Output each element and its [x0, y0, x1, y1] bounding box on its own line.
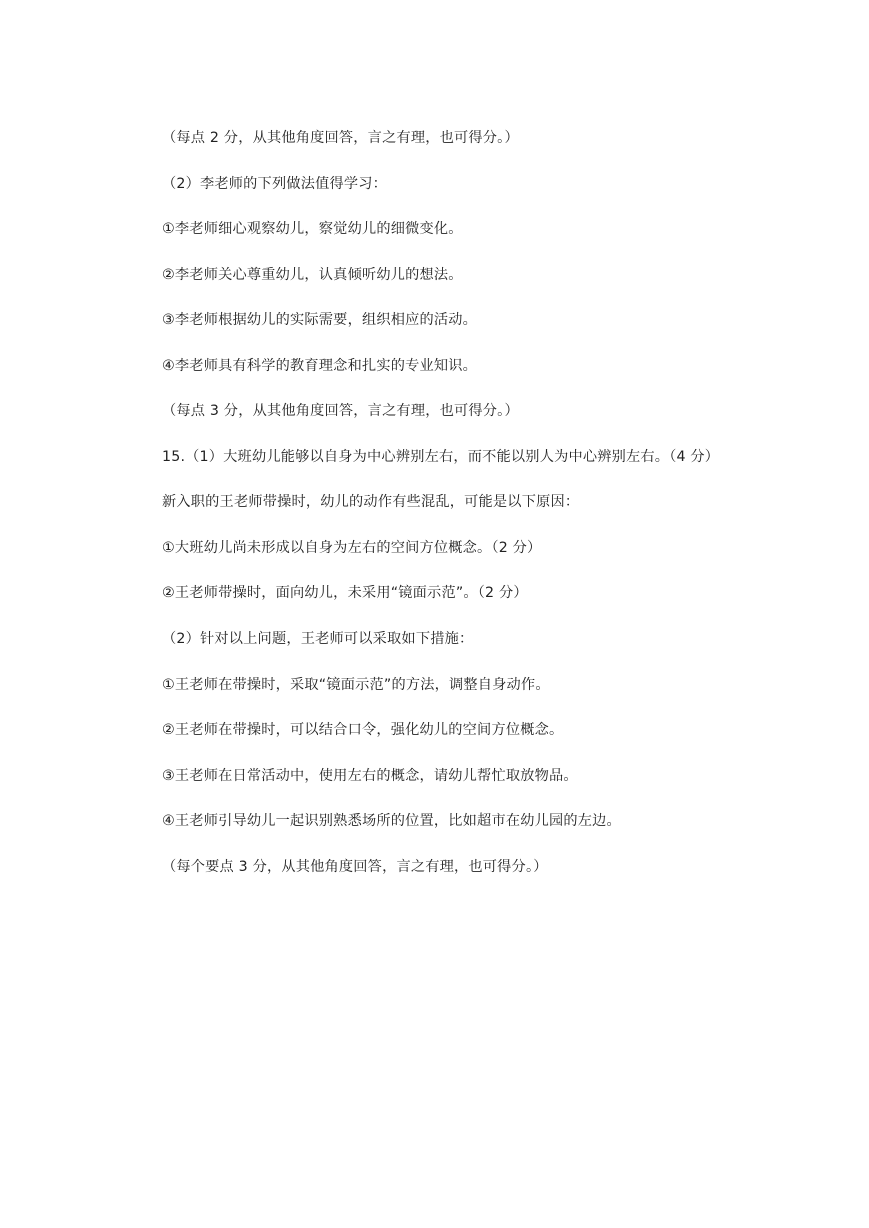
answer-point: ①李老师细心观察幼儿，察觉幼儿的细微变化。 — [162, 221, 463, 237]
scoring-note-line: （每个要点 3 分，从其他角度回答，言之有理，也可得分。） — [162, 859, 548, 875]
subquestion-heading: （2）李老师的下列做法值得学习： — [162, 176, 388, 192]
scoring-note-line: （每点 3 分，从其他角度回答，言之有理，也可得分。） — [162, 403, 519, 419]
answer-point: ②李老师关心尊重幼儿，认真倾听幼儿的想法。 — [162, 267, 463, 283]
answer-point: ④李老师具有科学的教育理念和扎实的专业知识。 — [162, 358, 478, 374]
answer-intro: 新入职的王老师带操时，幼儿的动作有些混乱，可能是以下原因： — [162, 494, 580, 510]
answer-point: ②王老师在带操时，可以结合口令，强化幼儿的空间方位概念。 — [162, 722, 564, 738]
answer-point: ①王老师在带操时，采取“镜面示范”的方法，调整自身动作。 — [162, 677, 550, 693]
scoring-note-line: （每点 2 分，从其他角度回答，言之有理，也可得分。） — [162, 130, 519, 146]
answer-point: ③王老师在日常活动中，使用左右的概念，请幼儿帮忙取放物品。 — [162, 768, 578, 784]
answer-point: ①大班幼儿尚未形成以自身为左右的空间方位概念。（2 分） — [162, 540, 542, 556]
subquestion-heading: （2）针对以上问题，王老师可以采取如下措施： — [162, 631, 474, 647]
question-15-heading: 15.（1）大班幼儿能够以自身为中心辨别左右，而不能以别人为中心辨别左右。（4 分） — [162, 449, 720, 465]
answer-point: ④王老师引导幼儿一起识别熟悉场所的位置，比如超市在幼儿园的左边。 — [162, 813, 621, 829]
answer-point: ③李老师根据幼儿的实际需要，组织相应的活动。 — [162, 312, 478, 328]
answer-point: ②王老师带操时，面向幼儿，未采用“镜面示范”。（2 分） — [162, 585, 528, 601]
